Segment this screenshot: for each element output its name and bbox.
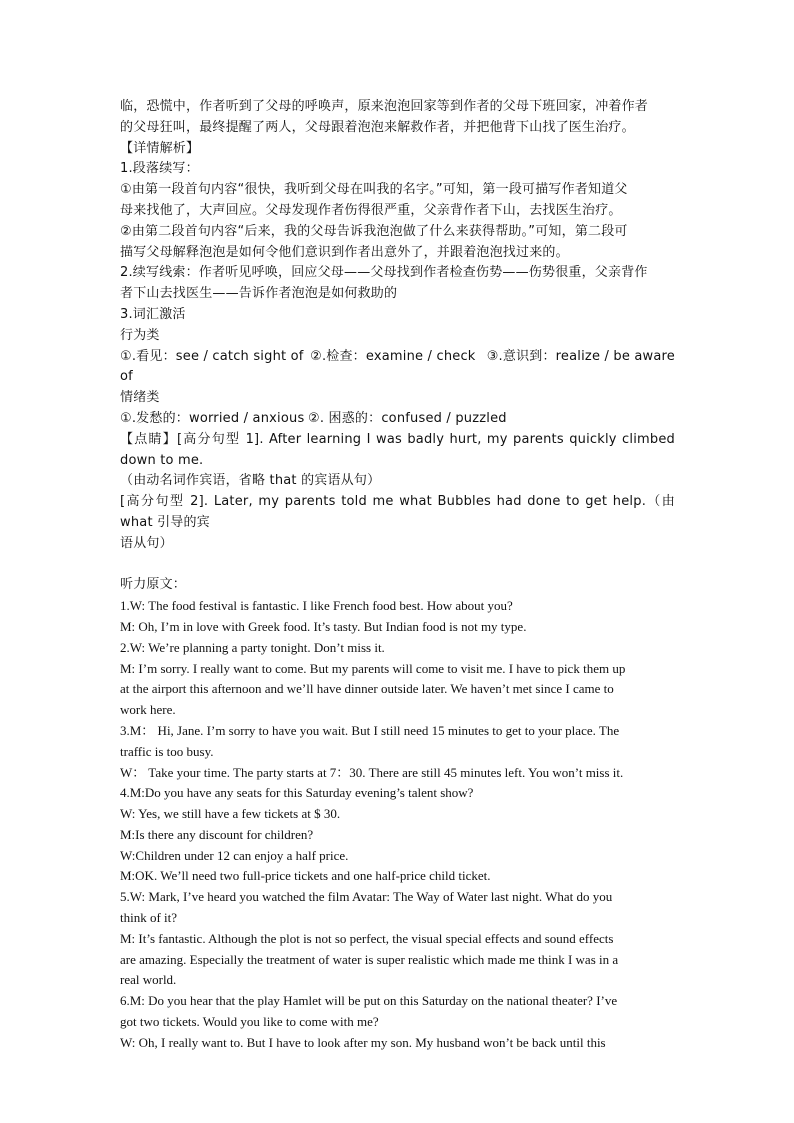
- transcript-line: got two tickets. Would you like to come with me?: [120, 1014, 379, 1030]
- transcript-line: 1.W: The food festival is fantastic. I like French food best. How about you?: [120, 598, 513, 614]
- vocab-category-actions: 行为类: [120, 327, 160, 343]
- listening-title: 听力原文：: [120, 577, 187, 593]
- transcript-line: work here.: [120, 702, 176, 718]
- transcript-line: traffic is too busy.: [120, 743, 214, 759]
- transcript-line: M: Oh, I’m in love with Greek food. It’s tasty. But Indian food is not my type.: [120, 618, 527, 634]
- transcript-line: W: Yes, we still have a few tickets at $ 30.: [120, 806, 341, 822]
- spacer: [120, 555, 675, 576]
- transcript-line: W:Children under 12 can enjoy a half price.: [120, 847, 349, 863]
- key-sentence-1: 【点睛】[高分句型 1]. After learning I was badly hurt, my parents quickly climbed down to me.: [120, 431, 675, 468]
- transcript-line: W： Take your time. The party starts at 7：30. There are still 45 minutes left. You won’t miss it.: [120, 764, 624, 780]
- analysis-heading: 【详情解析】: [120, 140, 200, 156]
- vocab-item: ①.发愁的：worried / anxious: [120, 410, 305, 426]
- transcript-line: M: I’m sorry. I really want to come. But my parents will come to visit me. I have to pick them up: [120, 660, 626, 676]
- vocab-category-emotions: 情绪类: [120, 390, 160, 406]
- section-2-clues-cont: 者下山去找医生——告诉作者泡泡是如何救助的: [120, 286, 398, 302]
- transcript-line: M:OK. We’ll need two full-price tickets and one half-price child ticket.: [120, 868, 491, 884]
- transcript-line: 6.M: Do you hear that the play Hamlet will be put on this Saturday on the national theater? I’ve: [120, 993, 618, 1009]
- key-sentence-2: [高分句型 2]. Later, my parents told me what Bubbles had done to get help.（由 what 引导的宾: [120, 494, 675, 530]
- transcript-line: 4.M:Do you have any seats for this Saturday evening’s talent show?: [120, 785, 474, 801]
- transcript-line: 3.M： Hi, Jane. I’m sorry to have you wait. But I still need 15 minutes to get to your place. The: [120, 722, 620, 738]
- section-3-title: 3.词汇激活: [120, 306, 186, 322]
- section-1-para-2-cont: 描写父母解释泡泡是如何令他们意识到作者出意外了，并跟着泡泡找过来的。: [120, 244, 569, 260]
- vocab-item: ②.检查：examine / check: [310, 348, 476, 364]
- section-1-title: 1.段落续写：: [120, 161, 199, 177]
- transcript-line: think of it?: [120, 910, 178, 926]
- key-sentence-1-note: （由动名词作宾语，省略 that 的宾语从句）: [120, 473, 381, 489]
- transcript-line: M: It’s fantastic. Although the plot is not so perfect, the visual special effects and sound effects: [120, 930, 614, 946]
- transcript-line: M:Is there any discount for children?: [120, 826, 314, 842]
- summary-line: 的父母狂叫，最终提醒了两人，父母跟着泡泡来解救作者，并把他背下山找了医生治疗。: [120, 119, 635, 135]
- transcript-line: at the airport this afternoon and we’ll have dinner outside later. We haven’t met since I came to: [120, 681, 614, 697]
- vocab-emotions-row: [120, 409, 675, 430]
- transcript-line: are amazing. Especially the treatment of water is super realistic which made me think I was in a: [120, 951, 619, 967]
- transcript-line: 2.W: We’re planning a party tonight. Don’t miss it.: [120, 639, 385, 655]
- summary-line: 临，恐慌中，作者听到了父母的呼唤声，原来泡泡回家等到作者的父母下班回家，冲着作者: [120, 99, 649, 114]
- section-1-para-1: ①由第一段首句内容“很快，我听到父母在叫我的名字。”可知，第一段可描写作者知道父: [120, 182, 628, 198]
- vocab-item: ③.意识到：realize / be aware: [486, 348, 675, 364]
- transcript-line: W: Oh, I really want to. But I have to look after my son. My husband won’t be back until this: [120, 1034, 606, 1050]
- vocab-item: ②. 困惑的：confused / puzzled: [308, 410, 507, 426]
- section-1-para-2: ②由第二段首句内容“后来，我的父母告诉我泡泡做了什么来获得帮助。”可知，第二段可: [120, 223, 628, 239]
- transcript-line: real world.: [120, 972, 177, 988]
- vocab-item: ①.看见：see / catch sight of: [120, 348, 304, 364]
- section-1-para-1-cont: 母来找他了，大声回应。父母发现作者伤得很严重，父亲背作者下山，去找医生治疗。: [120, 202, 622, 218]
- key-sentence-2-note: 语从句）: [120, 535, 173, 551]
- vocab-actions-tail: of: [120, 369, 133, 385]
- document-page: [120, 97, 675, 1054]
- vocab-actions-row: [120, 347, 675, 368]
- section-2-clues: 2.续写线索：作者听见呼唤，回应父母——父母找到作者检查伤势——伤势很重，父亲背作: [120, 265, 648, 281]
- transcript-line: 5.W: Mark, I’ve heard you watched the film Avatar: The Way of Water last night. What do you: [120, 889, 613, 905]
